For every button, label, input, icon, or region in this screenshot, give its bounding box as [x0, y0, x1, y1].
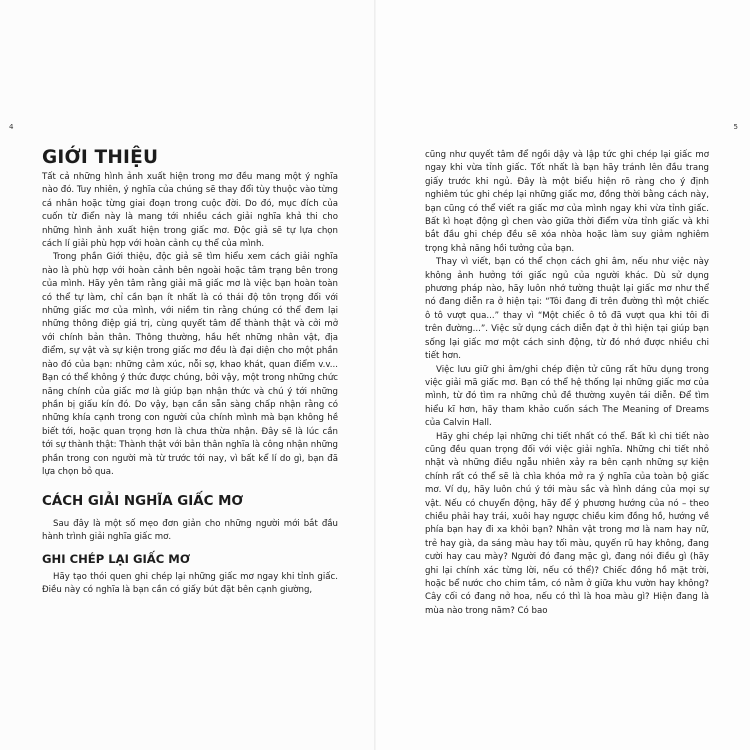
- section-title: CÁCH GIẢI NGHĨA GIẤC MƠ: [42, 494, 244, 509]
- subsection-text: [42, 571, 338, 598]
- intro-text: [42, 171, 338, 479]
- chapter-title: GIỚI THIỆU: [42, 147, 159, 168]
- page-number-right: 5: [733, 123, 738, 131]
- right-paragraph-1: cũng như quyết tâm để ngồi dậy và lập tức ghi chép lại giấc mơ ngay khi vừa tỉnh giấc. Tốt nhất là bạn hãy tránh lên đầu trang giấy trước khi ngủ. Đây là một biểu hiện rõ ràng cho ý định nghiêm túc ghi chép lại những giấc mơ, đồng thời bằng cách này, bạn cũng có thể viết ra giấc mơ của mình ngay khi vừa tỉnh giấc. Bất kì hoạt động gì chen vào giữa thời điểm vừa tỉnh giấc và khi bắt đầu ghi chép đều sẽ xóa nhòa hoặc làm suy giảm nghiêm trọng khả năng hồi tưởng của bạn.: [425, 150, 709, 254]
- subsection-paragraph: Hãy tạo thói quen ghi chép lại những giấc mơ ngay khi tỉnh giấc. Điều này có nghĩa là bạn cần có giấy bút đặt bên cạnh giường,: [42, 572, 338, 596]
- right-paragraph-4: Hãy ghi chép lại những chi tiết nhất có thể. Bất kì chi tiết nào cũng đều quan trọng đối với việc giải nghĩa. Những chi tiết nhỏ nhặt và những điều ngẫu nhiên xảy ra bên cạnh những sự kiện chính rất có thể sẽ là chìa khóa mở ra ý nghĩa của toàn bộ giấc mơ. Ví dụ, hãy luôn chú ý tới màu sắc và hình dáng của mọi sự vật. Nếu có chuyển động, hãy để ý phương hướng của nó – theo chiều phải hay trái, xuôi hay ngược chiều kim đồng hồ, hướng về phía bạn hay đi xa khỏi bạn? Nhân vật trong mơ là nam hay nữ, trẻ hay già, da sáng màu hay tối màu, quyến rũ hay không, đang cười hay cau mày? Người đó đang mặc gì, đang nói điều gì (hãy ghi lại chính xác từng lời, nếu có thể)? Chiếc đồng hồ mặt trời, hoặc bể nước cho chim tắm, có nằm ở giữa khu vườn hay không? Cây cối có đang nở hoa, nếu có thì là hoa màu gì? Hiện đang là mùa nào trong năm? Có bao: [425, 431, 709, 616]
- right-paragraph-3: Việc lưu giữ ghi âm/ghi chép điện tử cũng rất hữu dụng trong việc giải mã giấc mơ. Bạn có thể hệ thống lại những giấc mơ của mình, từ đó tìm ra những chủ đề thường xuyên tái diễn. Để tìm hiểu kĩ hơn, hãy tham khảo cuốn sách The Meaning of Dreams của Calvin Hall.: [425, 364, 709, 429]
- section-text: [42, 518, 338, 545]
- right-page-text: [425, 149, 709, 618]
- intro-paragraph-2: Trong phần Giới thiệu, độc giả sẽ tìm hiểu xem cách giải nghĩa nào là phù hợp với hoàn cảnh bên ngoài hoặc tâm trạng bên trong của mình. Hãy yên tâm rằng giải mã giấc mơ là việc bạn hoàn toàn có thể tự làm, chỉ cần bạn ít nhất là có thái độ tôn trọng đối với những giấc mơ của mình, với niềm tin rằng chúng có thể đem lại những thông điệp giá trị, cùng quyết tâm để thành thật và cởi mở với chính bản thân. Thông thường, hầu hết những nhân vật, địa điểm, sự vật và sự kiện trong giấc mơ đều là đại diện cho một phần nào đó của bạn: những cảm xúc, nỗi sợ, khao khát, quan điểm v.v... Bạn có thể không ý thức được chúng, bởi vậy, một trong những chức năng chính của giấc mơ là giúp bạn nhận thức và chú ý tới những phần bị giấu kín đó. Do vậy, bạn cần sẵn sàng chấp nhận rằng có những khía cạnh trong con người của chính mình mà bạn không hề biết tới, hoặc quan trọng hơn là chưa thừa nhận. Đây sẽ là lúc cần tới sự thành thật: Thành thật với bản thân nghĩa là công nhận những phần trong con người mà từ trước tới nay, vì bất kể lí do gì, bạn đã lựa chọn bỏ qua.: [42, 252, 338, 477]
- section-paragraph: Sau đây là một số mẹo đơn giản cho những người mới bắt đầu hành trình giải nghĩa giấc mơ.: [42, 519, 338, 543]
- subsection-title: GHI CHÉP LẠI GIẤC MƠ: [42, 552, 190, 566]
- left-page: [0, 0, 374, 750]
- intro-paragraph-1: Tất cả những hình ảnh xuất hiện trong mơ đều mang một ý nghĩa nào đó. Tuy nhiên, ý nghĩa của chúng sẽ thay đổi tùy thuộc vào từng cá nhân hoặc từng giai đoạn trong cuộc đời. Do đó, mục đích của cuốn từ điển này là mang tới nhiều cách giải nghĩa khả thi cho những hình ảnh xuất hiện trong giấc mơ. Độc giả sẽ tự lựa chọn cách lí giải phù hợp với hoàn cảnh cụ thể của mình.: [42, 172, 338, 250]
- page-number-left: 4: [9, 123, 14, 131]
- right-paragraph-2: Thay vì viết, bạn có thể chọn cách ghi âm, nếu như việc này không ảnh hưởng tới giấc ngủ của người khác. Dù sử dụng phương pháp nào, hãy luôn nhớ tường thuật lại giấc mơ như thể nó đang diễn ra ở hiện tại: “Tôi đang đi trên đường thì một chiếc ô tô vượt qua...” thay vì “Một chiếc ô tô đã vượt qua khi tôi đi trên đường...”. Việc sử dụng cách diễn đạt ở thì hiện tại giúp bạn sống lại giấc mơ một cách sinh động, từ đó nhớ được nhiều chi tiết hơn.: [425, 257, 709, 362]
